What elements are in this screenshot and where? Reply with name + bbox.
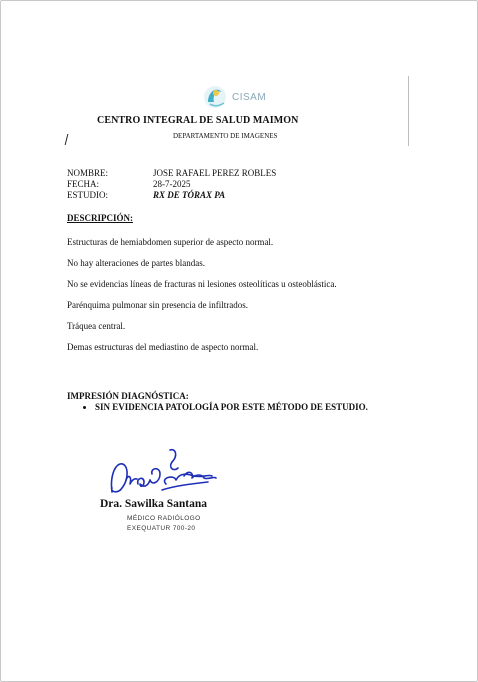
study-name: RX DE TÓRAX PA xyxy=(153,190,226,200)
logo-text: CISAM xyxy=(232,92,267,103)
doctor-registration: EXEQUATUR 700-20 xyxy=(127,525,196,532)
margin-guide xyxy=(408,76,409,146)
finding-paragraph: Parénquima pulmonar sin presencia de infiltrados. xyxy=(67,300,248,310)
clinic-title: CENTRO INTEGRAL DE SALUD MAIMON xyxy=(97,115,299,126)
study-label: ESTUDIO: xyxy=(67,190,108,200)
exam-date: 28-7-2025 xyxy=(153,179,191,189)
doctor-role: MÉDICO RADIÓLOGO xyxy=(127,515,201,522)
impression-list xyxy=(67,402,368,413)
description-title: DESCRIPCIÓN: xyxy=(67,213,134,223)
date-row xyxy=(67,179,276,190)
impression-item: • SIN EVIDENCIA PATOLOGÍA POR ESTE MÉTODO DE ESTUDIO. xyxy=(95,402,368,413)
name-row xyxy=(67,168,276,179)
impression-title: IMPRESIÓN DIAGNÓSTICA: xyxy=(67,391,189,401)
finding-paragraph: Demas estructuras del mediastino de aspecto normal. xyxy=(67,342,259,352)
patient-info xyxy=(67,168,276,201)
department-title: DEPARTAMENTO DE IMAGENES xyxy=(173,132,278,140)
finding-paragraph: Estructuras de hemiabdomen superior de aspecto normal. xyxy=(67,237,274,247)
name-label: NOMBRE: xyxy=(67,168,109,178)
finding-paragraph: No hay alteraciones de partes blandas. xyxy=(67,258,205,268)
patient-name: JOSE RAFAEL PEREZ ROBLES xyxy=(153,168,277,178)
handwritten-signature xyxy=(104,444,224,500)
doctor-name: Dra. Sawilka Santana xyxy=(100,498,208,510)
finding-paragraph: Tráquea central. xyxy=(67,321,126,331)
finding-paragraph: No se evidencias líneas de fracturas ni lesiones osteolíticas u osteoblástica. xyxy=(67,279,337,289)
date-label: FECHA: xyxy=(67,179,100,189)
description-body xyxy=(67,237,367,363)
study-row xyxy=(67,190,276,201)
